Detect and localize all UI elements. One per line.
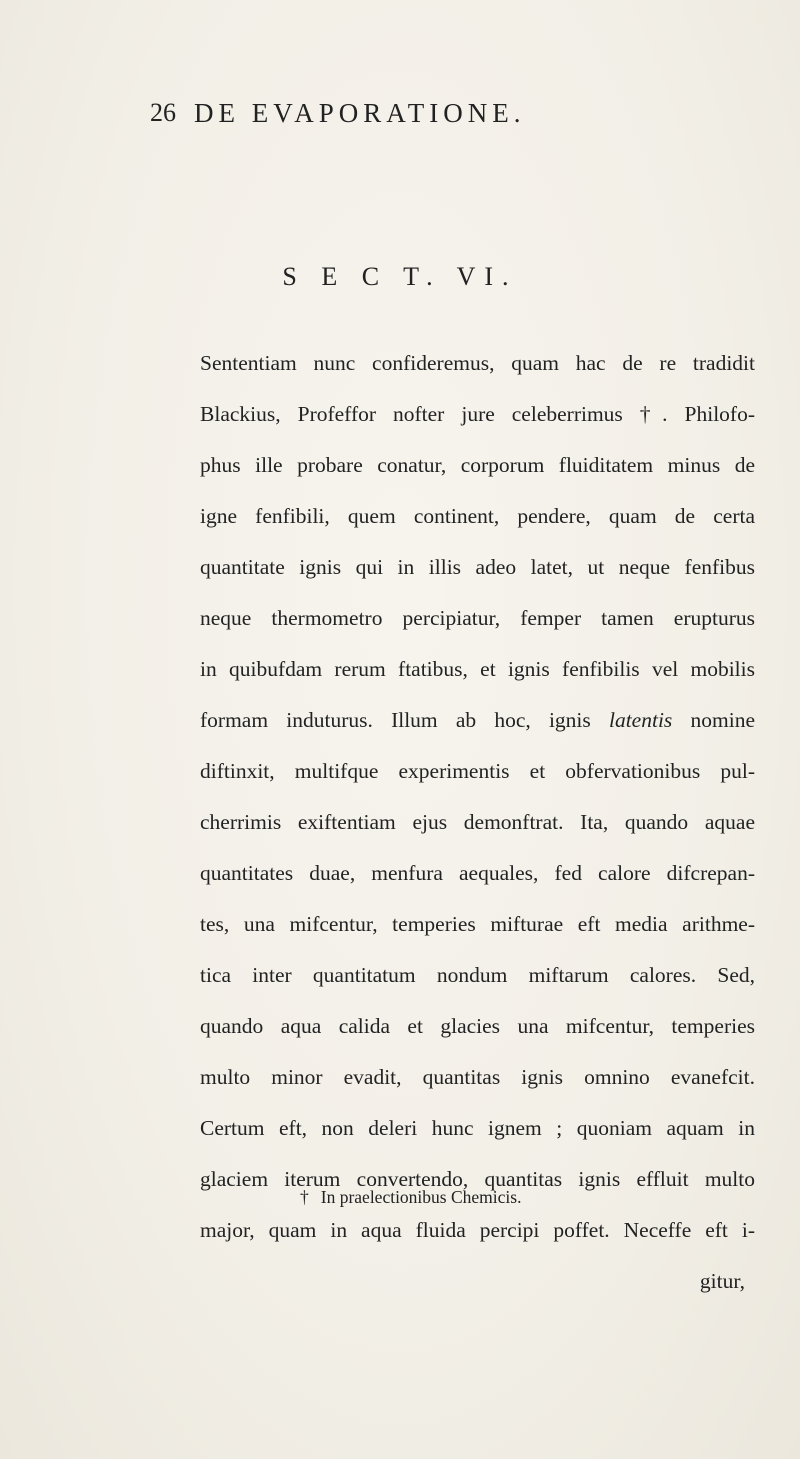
text-line: diftinxit, multifque experimentis et obfervationibus pul- [200, 759, 755, 783]
catchword: gitur, [699, 1269, 745, 1293]
text-line: quantitate ignis qui in illis adeo latet, ut neque fenfibus [200, 555, 755, 579]
page-number: 26 [150, 98, 176, 127]
text-line: Blackius, Profeffor nofter jure celeberrimus †. Philofo- [200, 402, 755, 426]
running-title: DE EVAPORATIONE. [194, 98, 526, 128]
text-line: glaciem iterum convertendo, quantitas ignis effluit multo [200, 1167, 755, 1191]
text-line: phus ille probare conatur, corporum fluiditatem minus de [200, 453, 755, 477]
text-line: in quibufdam rerum ftatibus, et ignis fenfibilis vel mobilis [200, 657, 755, 681]
text-line: tes, una mifcentur, temperies mifturae eft media arithme- [200, 912, 755, 936]
text-line: quando aqua calida et glacies una mifcentur, temperies [200, 1014, 755, 1038]
text-line: neque thermometro percipiatur, femper tamen erupturus [200, 606, 755, 630]
text-line-end: nomine [690, 708, 755, 732]
text-line: Sententiam nunc confideremus, quam hac de re tradidit [200, 351, 755, 375]
text-line: quantitates duae, menfura aequales, fed calore difcrepan- [200, 861, 755, 885]
text-line: cherrimis exiftentiam ejus demonftrat. Ita, quando aquae [200, 810, 755, 834]
italic-term: latentis [608, 708, 673, 732]
text-line-start: formam induturus. Illum ab hoc, ignis [200, 708, 591, 732]
text-line [200, 704, 755, 755]
footnote-marker: † [300, 1187, 309, 1207]
body-text [200, 347, 755, 1316]
footnote-text: In praelectionibus Chemicis. [320, 1187, 522, 1207]
footnote [300, 1187, 521, 1208]
page-header [150, 98, 710, 138]
text-line: Certum eft, non deleri hunc ignem ; quoniam aquam in [200, 1116, 755, 1140]
text-line: tica inter quantitatum nondum miftarum calores. Sed, [200, 963, 755, 987]
text-line: major, quam in aqua fluida percipi poffet. Neceffe eft i- [200, 1218, 755, 1242]
text-line: multo minor evadit, quantitas ignis omnino evanefcit. [200, 1065, 755, 1089]
section-heading: S E C T. VI. [282, 262, 518, 291]
text-line: igne fenfibili, quem continent, pendere, quam de certa [200, 504, 755, 528]
